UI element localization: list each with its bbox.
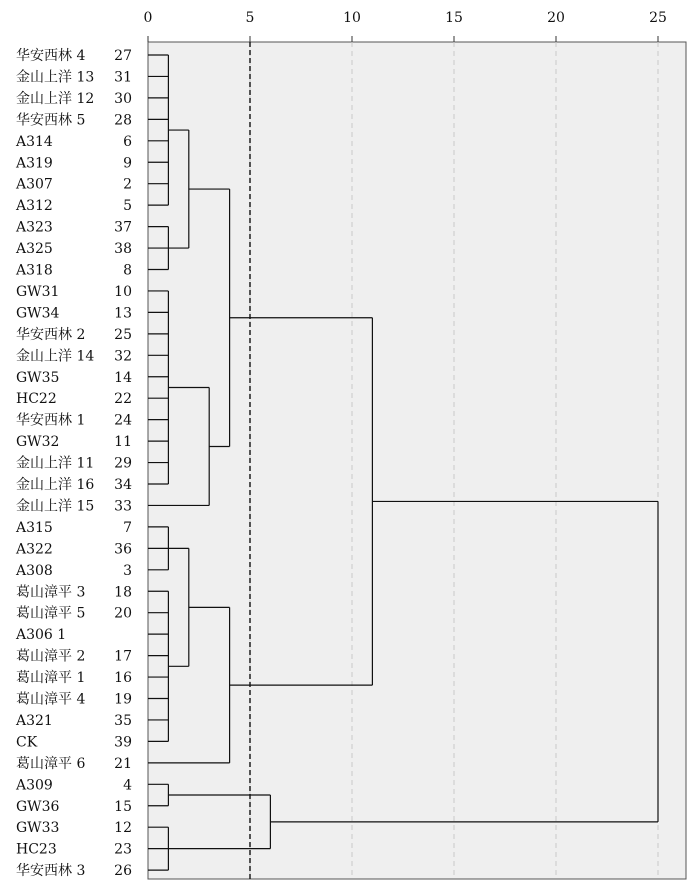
plot-area bbox=[148, 42, 686, 879]
leaf-label: GW32 bbox=[16, 434, 60, 451]
leaf-number: 29 bbox=[114, 455, 132, 472]
leaf-number: 31 bbox=[114, 69, 132, 86]
leaf-label: A325 bbox=[16, 241, 53, 258]
leaf-number: 36 bbox=[114, 541, 132, 558]
leaf-label: A306 1 bbox=[16, 627, 67, 644]
leaf-label: A309 bbox=[16, 777, 53, 794]
leaf-number: 34 bbox=[114, 477, 132, 493]
leaf-label: HC22 bbox=[16, 391, 57, 408]
leaf-label: GW31 bbox=[16, 283, 60, 300]
leaf-label: GW34 bbox=[16, 305, 60, 322]
leaf-number: 15 bbox=[114, 798, 132, 815]
leaf-label: A321 bbox=[16, 712, 53, 729]
leaf-label: GW35 bbox=[16, 369, 60, 386]
leaf-label: A308 bbox=[16, 562, 53, 579]
leaf-label: A319 bbox=[16, 155, 53, 172]
tick-label: 5 bbox=[245, 10, 255, 26]
leaf-number: 7 bbox=[123, 519, 132, 536]
leaf-number: 14 bbox=[114, 369, 132, 386]
leaf-label: 华安西林 2 bbox=[16, 326, 86, 343]
leaf-number: 3 bbox=[123, 562, 132, 579]
leaf-number: 17 bbox=[114, 648, 132, 665]
leaf-number: 32 bbox=[114, 348, 132, 365]
leaf-number: 19 bbox=[114, 691, 132, 708]
leaf-label: 华安西林 3 bbox=[16, 863, 86, 880]
tick-label: 20 bbox=[547, 10, 565, 26]
leaf-number: 4 bbox=[123, 777, 132, 794]
leaf-label: A307 bbox=[16, 176, 53, 193]
leaf-number: 24 bbox=[114, 412, 132, 429]
leaf-number: 18 bbox=[114, 584, 132, 601]
leaf-number: 21 bbox=[114, 755, 132, 772]
leaf-label: 葛山漳平 4 bbox=[16, 691, 86, 708]
leaf-number: 39 bbox=[114, 734, 132, 751]
leaf-label: 金山上洋 15 bbox=[16, 498, 95, 515]
leaf-label: HC23 bbox=[16, 841, 57, 858]
leaf-label: 金山上洋 13 bbox=[16, 69, 95, 86]
leaf-number: 2 bbox=[123, 176, 132, 193]
leaf-label: A322 bbox=[16, 541, 53, 558]
leaf-number: 12 bbox=[114, 820, 132, 837]
leaf-label: 金山上洋 11 bbox=[16, 455, 95, 472]
leaf-label: A323 bbox=[16, 219, 53, 236]
leaf-number: 9 bbox=[123, 155, 132, 172]
leaf-label: A315 bbox=[16, 519, 53, 536]
leaf-label: 金山上洋 14 bbox=[16, 348, 95, 365]
leaf-label: 金山上洋 16 bbox=[16, 477, 95, 493]
leaf-number: 35 bbox=[114, 712, 132, 729]
leaf-label: CK bbox=[16, 734, 38, 751]
leaf-number: 23 bbox=[114, 841, 132, 858]
leaf-label: 葛山漳平 2 bbox=[16, 648, 86, 665]
leaf-number: 11 bbox=[114, 434, 132, 451]
leaf-number: 6 bbox=[123, 133, 132, 150]
leaf-number: 37 bbox=[114, 219, 132, 236]
leaf-labels bbox=[15, 47, 132, 879]
leaf-number: 33 bbox=[114, 498, 132, 515]
leaf-label: 葛山漳平 1 bbox=[16, 670, 86, 687]
leaf-label: 葛山漳平 6 bbox=[16, 755, 86, 772]
leaf-number: 26 bbox=[114, 863, 132, 880]
tick-label: 25 bbox=[649, 10, 667, 26]
leaf-number: 10 bbox=[114, 283, 132, 300]
leaf-label: 葛山漳平 3 bbox=[16, 584, 86, 601]
leaf-number: 30 bbox=[114, 90, 132, 107]
leaf-label: 华安西林 4 bbox=[16, 48, 86, 64]
leaf-label: 华安西林 5 bbox=[16, 112, 86, 129]
leaf-number: 8 bbox=[123, 262, 132, 279]
leaf-label: GW33 bbox=[16, 820, 60, 837]
leaf-label: 葛山漳平 5 bbox=[16, 605, 86, 622]
tick-label: 15 bbox=[445, 10, 463, 26]
leaf-label: A314 bbox=[16, 133, 53, 150]
leaf-number: 13 bbox=[114, 305, 132, 322]
leaf-label: A312 bbox=[16, 198, 53, 215]
leaf-number: 38 bbox=[114, 241, 132, 258]
leaf-number: 20 bbox=[114, 605, 132, 622]
x-axis-ticks bbox=[144, 10, 667, 42]
leaf-label: 金山上洋 12 bbox=[16, 90, 95, 107]
leaf-label: A318 bbox=[16, 262, 53, 279]
tick-label: 10 bbox=[343, 10, 361, 26]
leaf-number: 5 bbox=[123, 198, 132, 215]
leaf-number: 16 bbox=[114, 670, 132, 687]
leaf-label: 华安西林 1 bbox=[16, 412, 86, 429]
leaf-label: GW36 bbox=[16, 798, 60, 815]
tick-label: 0 bbox=[143, 10, 153, 26]
leaf-number: 25 bbox=[114, 326, 132, 343]
leaf-number: 27 bbox=[114, 48, 132, 64]
leaf-number: 28 bbox=[114, 112, 132, 129]
leaf-number: 22 bbox=[114, 391, 132, 408]
